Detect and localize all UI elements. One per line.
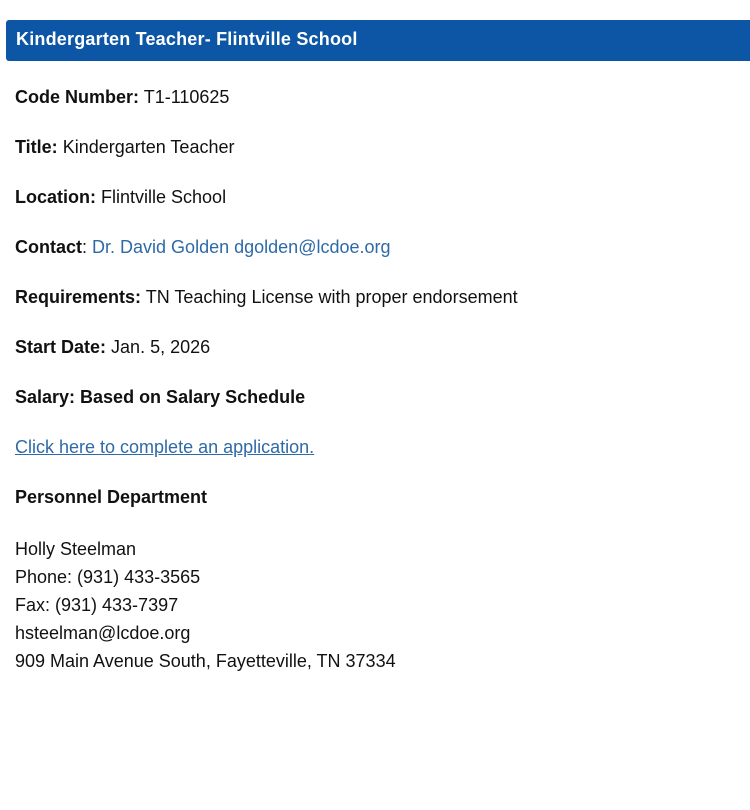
code-number-row <box>15 85 735 109</box>
code-number-label: Code Number: <box>15 87 140 107</box>
location-label: Location: <box>15 187 96 207</box>
title-row <box>15 135 735 159</box>
personnel-address: 909 Main Avenue South, Fayetteville, TN 37334 <box>15 651 396 671</box>
code-number-value: T1-110625 <box>143 87 230 107</box>
location-row <box>15 185 735 209</box>
location-value: Flintville School <box>101 187 227 207</box>
requirements-value: TN Teaching License with proper endorsement <box>145 287 518 307</box>
personnel-fax: Fax: (931) 433-7397 <box>15 595 179 615</box>
start-date-row <box>15 335 735 359</box>
personnel-heading: Personnel Department <box>15 487 208 507</box>
personnel-contact-block <box>15 535 735 675</box>
apply-row <box>15 435 735 459</box>
requirements-row <box>15 285 735 309</box>
requirements-label: Requirements: <box>15 287 142 307</box>
start-date-value: Jan. 5, 2026 <box>111 337 211 357</box>
header-bar <box>6 20 750 61</box>
personnel-phone: Phone: (931) 433-3565 <box>15 567 201 587</box>
start-date-label: Start Date: <box>15 337 107 357</box>
personnel-name: Holly Steelman <box>15 539 137 559</box>
contact-email-link[interactable]: dgolden@lcdoe.org <box>234 237 391 257</box>
title-value: Kindergarten Teacher <box>62 137 235 157</box>
application-link[interactable]: Click here to complete an application. <box>15 437 315 457</box>
job-details <box>15 85 735 675</box>
contact-separator: : <box>82 237 88 257</box>
contact-row <box>15 235 735 259</box>
contact-name-link[interactable]: Dr. David Golden <box>92 237 230 257</box>
page-title: Kindergarten Teacher- Flintville School <box>16 29 358 49</box>
contact-label: Contact <box>15 237 82 257</box>
salary-row: Salary: Based on Salary Schedule <box>15 387 306 407</box>
title-label: Title: <box>15 137 58 157</box>
personnel-email: hsteelman@lcdoe.org <box>15 623 191 643</box>
